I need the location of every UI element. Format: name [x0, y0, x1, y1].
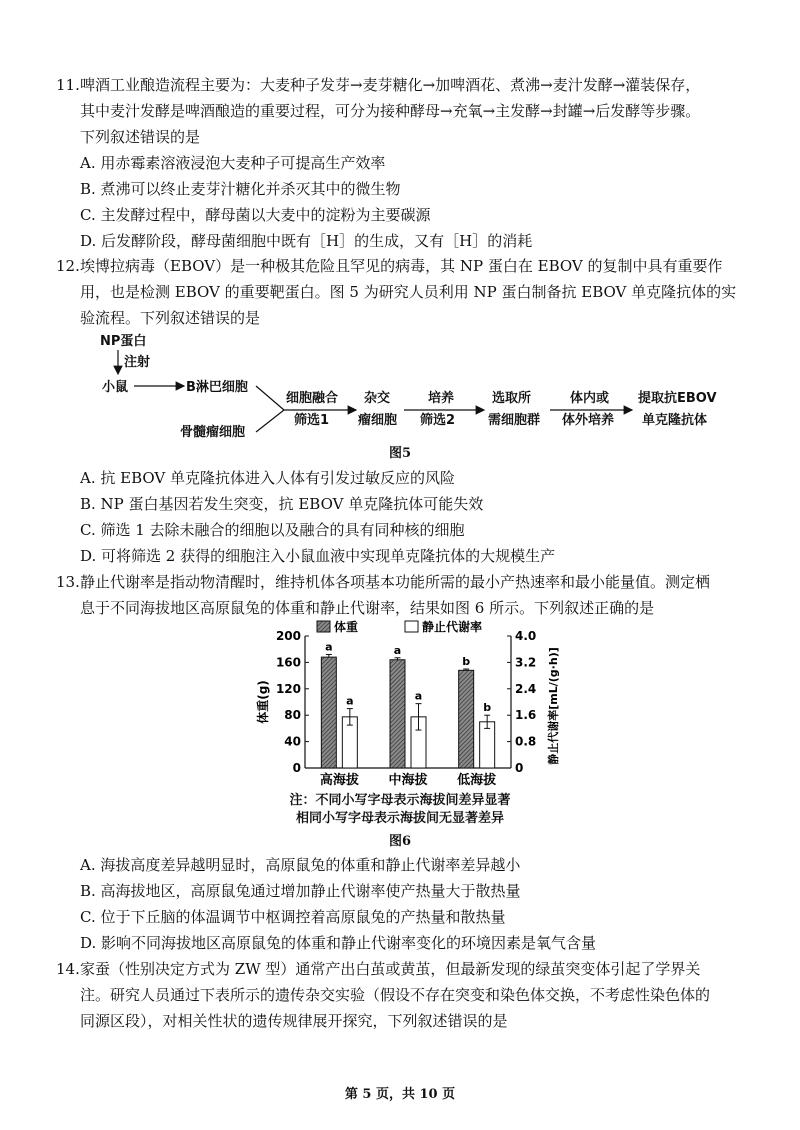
node-extract-2: 单克隆抗体	[642, 413, 708, 428]
y2-tick-label: 0.8	[515, 734, 537, 749]
question-stem-line: 其中麦汁发酵是啤酒酿造的重要过程，可分为接种酵母→充氧→主发酵→封罐→后发酵等步骤。	[80, 102, 701, 120]
y2-tick-label: 4.0	[515, 629, 537, 643]
bar-weight	[459, 670, 474, 768]
y-tick-label: 160	[275, 655, 301, 670]
legend-swatch-weight	[317, 621, 330, 632]
x-tick-label: 低海拔	[457, 773, 497, 788]
option-b[interactable]: B. 高海拔地区，高原鼠兔通过增加静止代谢率使产热量大于散热量	[80, 882, 521, 900]
option-d[interactable]: D. 影响不同海拔地区高原鼠兔的体重和静止代谢率变化的环境因素是氧气含量	[80, 934, 597, 952]
legend-swatch-rmr	[405, 621, 418, 632]
flowchart-svg	[98, 330, 738, 450]
option-b[interactable]: B. NP 蛋白基因若发生突变，抗 EBOV 单克隆抗体可能失效	[80, 495, 484, 513]
y2-axis-title: 静止代谢率[mL/(g·h)]	[547, 647, 560, 765]
question-13-options	[56, 852, 756, 956]
option-c[interactable]: C. 筛选 1 去除未融合的细胞以及融合的具有同种核的细胞	[80, 521, 465, 539]
question-stem-line: 注。研究人员通过下表所示的遗传杂交实验（假设不存在突变和染色体交换，不考虑性染色体的	[80, 986, 711, 1004]
question-stem-line: 验流程。下列叙述错误的是	[80, 309, 261, 327]
option-c[interactable]: C. 位于下丘脑的体温调节中枢调控着高原鼠兔的产热量和散热量	[80, 908, 506, 926]
option-a[interactable]: A. 用赤霉素溶液浸泡大麦种子可提高生产效率	[80, 154, 386, 172]
significance-letter: b	[483, 701, 492, 715]
question-number: 14.	[56, 960, 80, 978]
question-number: 13.	[56, 573, 80, 591]
significance-letter: a	[325, 640, 333, 654]
significance-letter: a	[346, 694, 354, 708]
node-b-cell: B淋巴细胞	[186, 380, 248, 395]
figure-5-flowchart	[98, 330, 738, 450]
node-mouse: 小鼠	[102, 380, 129, 395]
question-number: 11.	[56, 76, 80, 94]
bar-weight	[321, 657, 336, 768]
question-number: 12.	[56, 257, 80, 275]
question-12	[56, 253, 756, 331]
question-stem-line: 家蚕（性别决定方式为 ZW 型）通常产出白茧或黄茧，但最新发现的绿茧突变体引起了学界关	[80, 960, 701, 978]
y-tick-label: 120	[275, 681, 301, 696]
label-fusion: 细胞融合	[286, 391, 339, 406]
figure-5-caption: 图5	[388, 446, 412, 461]
note-line-1: 注：不同小写字母表示海拔间差异显著	[289, 793, 511, 808]
y-tick-label: 200	[275, 629, 301, 643]
x-tick-label: 高海拔	[319, 773, 359, 788]
node-extract-1: 提取抗EBOV	[638, 391, 717, 406]
question-13	[56, 569, 756, 621]
legend-label-rmr: 静止代谢率	[422, 620, 483, 634]
significance-letter: b	[462, 655, 471, 668]
option-c[interactable]: C. 主发酵过程中，酵母菌以大麦中的淀粉为主要碳源	[80, 206, 431, 224]
question-stem-line: 静止代谢率是指动物清醒时，维持机体各项基本功能所需的最小产热速率和最小能量值。测定栖	[80, 573, 711, 591]
line-bcell-merge	[256, 386, 284, 410]
label-screen-1: 筛选1	[294, 413, 330, 428]
y-tick-label: 0	[292, 761, 301, 775]
question-14	[56, 956, 756, 1034]
option-d[interactable]: D. 可将筛选 2 获得的细胞注入小鼠血液中实现单克隆抗体的大规模生产	[80, 547, 556, 565]
figure-6-caption: 图6	[388, 834, 412, 849]
question-stem-line: 下列叙述错误的是	[80, 128, 201, 146]
bar-weight	[390, 660, 405, 768]
figure-6-note	[0, 792, 800, 828]
node-select-2: 需细胞群	[488, 413, 541, 428]
label-culture: 培养	[428, 391, 455, 406]
y2-tick-label: 1.6	[515, 708, 537, 723]
y-tick-label: 80	[284, 708, 301, 723]
line-myeloma-merge	[256, 410, 284, 432]
y-tick-label: 40	[284, 734, 301, 749]
question-stem-line: 埃博拉病毒（EBOV）是一种极其危险且罕见的病毒，其 NP 蛋白在 EBOV 的复制中具有重要作	[80, 257, 723, 275]
label-screen-2: 筛选2	[420, 413, 456, 428]
node-myeloma: 骨髓瘤细胞	[180, 425, 246, 440]
label-in-vivo: 体内或	[570, 391, 610, 406]
y2-tick-label: 3.2	[515, 655, 537, 670]
y2-tick-label: 0	[515, 761, 524, 775]
question-stem-line: 息于不同海拔地区高原鼠兔的体重和静止代谢率，结果如图 6 所示。下列叙述正确的是	[80, 599, 655, 617]
node-np-protein: NP蛋白	[100, 334, 147, 349]
option-a[interactable]: A. 抗 EBOV 单克隆抗体进入人体有引发过敏反应的风险	[80, 469, 456, 487]
legend-label-weight: 体重	[334, 620, 359, 634]
node-hybridoma-2: 瘤细胞	[358, 413, 398, 428]
label-culture-mode: 体外培养	[562, 413, 615, 428]
option-d[interactable]: D. 后发酵阶段，酵母菌细胞中既有［H］的生成，又有［H］的消耗	[80, 232, 533, 250]
significance-letter: a	[414, 689, 423, 703]
question-stem-line: 同源区段），对相关性状的遗传规律展开探究，下列叙述错误的是	[80, 1012, 508, 1030]
figure-6-chart	[255, 616, 565, 800]
note-line-2: 相同小写字母表示海拔间无显著差异	[295, 811, 504, 826]
node-hybridoma-1: 杂交	[364, 391, 391, 406]
question-stem-line: 啤酒工业酿造流程主要为：大麦种子发芽→麦芽糖化→加啤酒花、煮沸→麦汁发酵→灌装保存，	[80, 76, 701, 94]
label-inject: 注射	[124, 355, 151, 370]
x-tick-label: 中海拔	[388, 773, 428, 788]
question-12-options	[56, 465, 756, 569]
chart-svg	[255, 616, 565, 800]
node-select-1: 选取所	[492, 391, 532, 406]
y2-tick-label: 2.4	[515, 681, 537, 696]
y-axis-title: 体重(g)	[256, 680, 270, 724]
page-footer: 第 5 页，共 10 页	[344, 1087, 456, 1102]
significance-letter: a	[393, 643, 402, 657]
option-a[interactable]: A. 海拔高度差异越明显时，高原鼠兔的体重和静止代谢率差异越小	[80, 856, 521, 874]
option-b[interactable]: B. 煮沸可以终止麦芽汁糖化并杀灭其中的微生物	[80, 180, 401, 198]
question-stem-line: 用，也是检测 EBOV 的重要靶蛋白。图 5 为研究人员利用 NP 蛋白制备抗 EBOV 单克隆抗体的实	[80, 283, 737, 301]
question-11	[56, 72, 756, 254]
